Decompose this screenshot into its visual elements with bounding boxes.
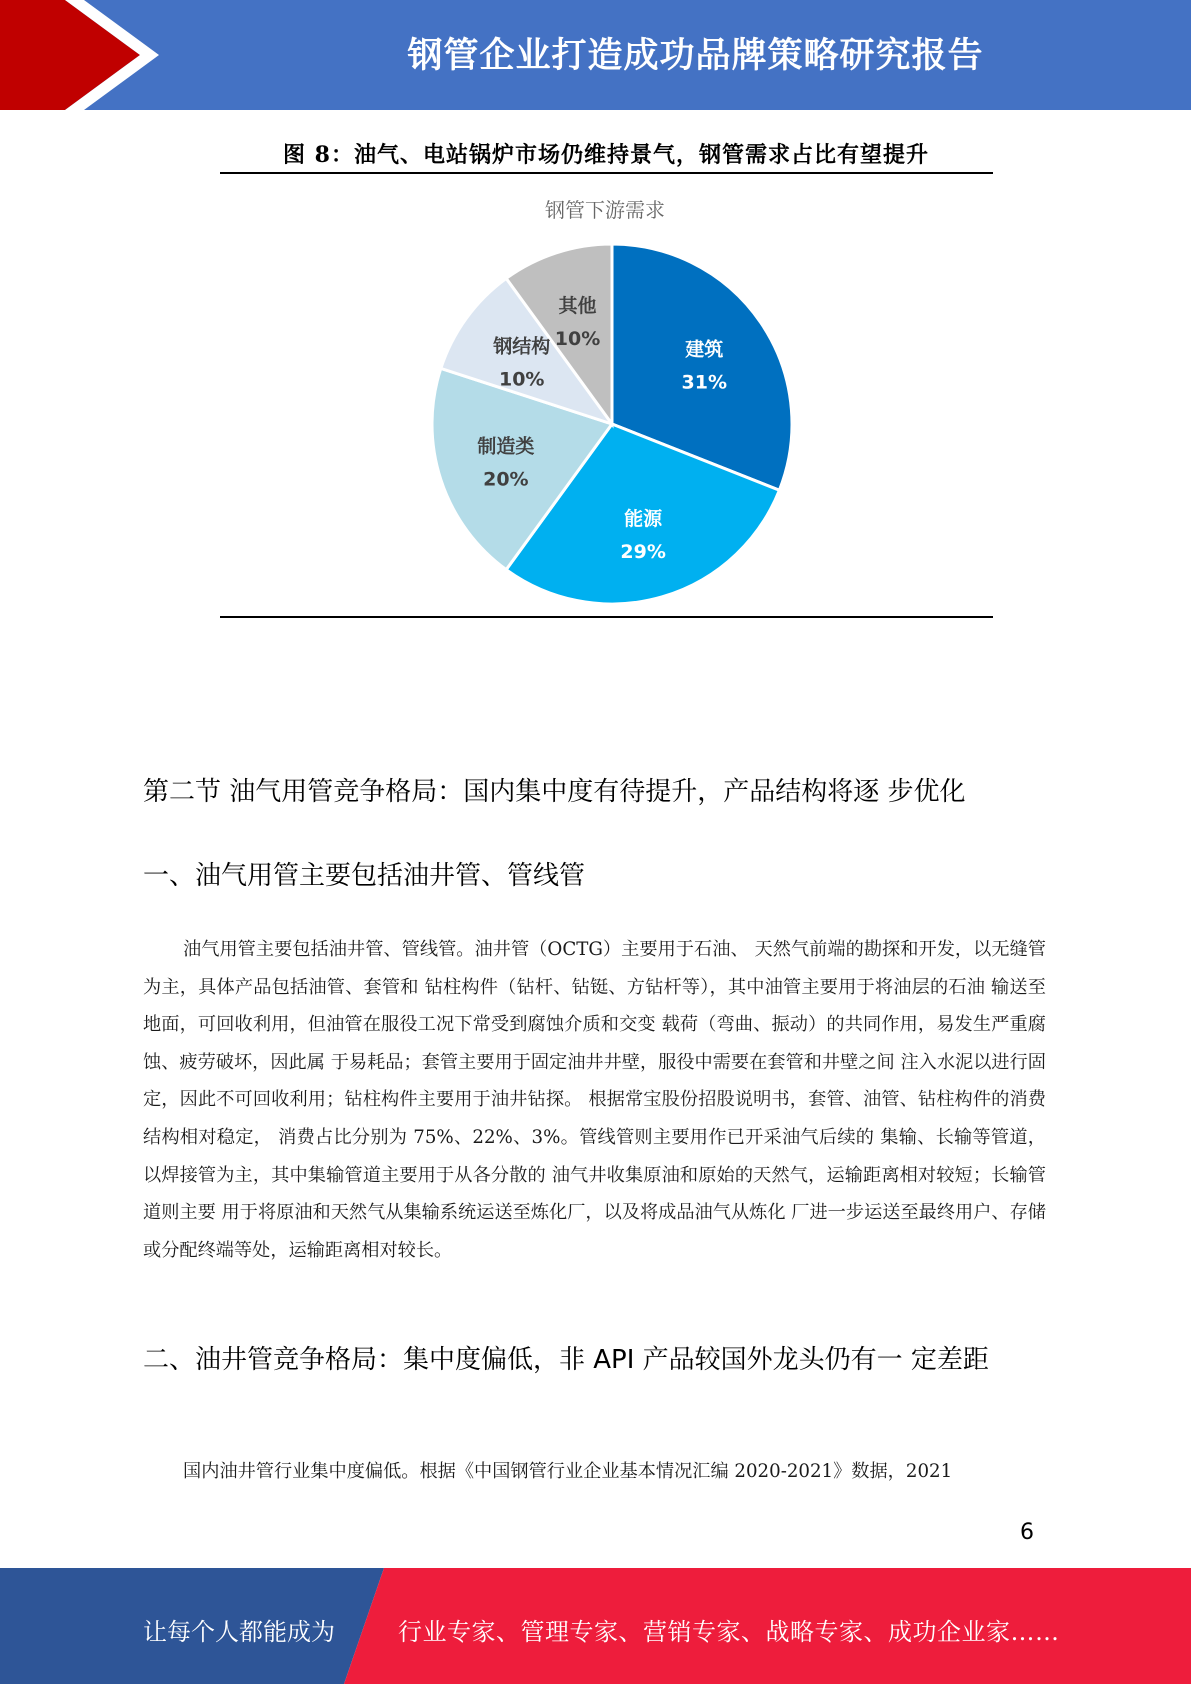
body-paragraph-2: 国内油井管行业集中度偏低。根据《中国钢管行业企业基本情况汇编 2020-2021》数据，2021 xyxy=(183,1461,953,1482)
pie-label-percent: 10% xyxy=(498,368,545,391)
pie-label-percent: 20% xyxy=(483,468,529,491)
pie-label-category: 能源 xyxy=(624,508,663,531)
page-number: 6 xyxy=(1020,1520,1034,1545)
figure-top-rule xyxy=(220,172,993,174)
subsection-heading-2: 二、油井管竞争格局：集中度偏低，非 API 产品较国外龙头仍有一 定差距 xyxy=(143,1345,989,1375)
report-title: 钢管企业打造成功品牌策略研究报告 xyxy=(407,36,984,76)
pie-label-percent: 31% xyxy=(681,371,728,394)
chart-title: 钢管下游需求 xyxy=(545,198,665,222)
pie-label-category: 钢结构 xyxy=(493,335,551,358)
pie-slices xyxy=(432,244,792,604)
pie-label-category: 制造类 xyxy=(477,435,535,458)
figure-bottom-rule xyxy=(220,616,993,618)
page-header xyxy=(0,0,1191,110)
footer-slogan-left: 让每个人都能成为 xyxy=(143,1618,335,1646)
figure-caption: 图 8：油气、电站锅炉市场仍维持景气，钢管需求占比有望提升 xyxy=(283,142,929,168)
section-heading-2: 第二节 油气用管竞争格局：国内集中度有待提升，产品结构将逐 步优化 xyxy=(143,777,966,807)
pie-label-percent: 10% xyxy=(554,327,601,350)
pie-chart xyxy=(400,220,810,610)
pie-label-category: 其他 xyxy=(558,294,597,317)
footer-slogan-right: 行业专家、管理专家、营销专家、战略专家、成功企业家…… xyxy=(398,1618,1060,1646)
page-footer xyxy=(0,1568,1191,1684)
subsection-heading-1: 一、油气用管主要包括油井管、管线管 xyxy=(143,861,586,891)
pie-label-category: 建筑 xyxy=(685,338,724,361)
pie-label-percent: 29% xyxy=(620,541,666,564)
body-paragraph-1: 油气用管主要包括油井管、管线管。油井管（OCTG）主要用于石油、 天然气前端的勘探和开发，以无缝管为主，具体产品包括油管、套管和 钻柱构件（钻杆、钻铤、方钻杆等），其中油管主要用于将油层的石油 输送至地面，可回收利用，但油管在服役工况下常受到腐蚀介质和交变 载荷（弯曲、振动）的共同作用，易发生严重腐蚀、疲劳破坏，因此属 于易耗品；套管主要用于固定油井井壁，服役中需要在套管和井壁之间 注入水泥以进行固定，因此不可回收利用；钻柱构件主要用于油井钻探。 根据常宝股份招股说明书，套管、油管、钻柱构件的消费结构相对稳定， 消费占比分别为 75%、22%、3%。管线管则主要用作已开采油气后续的 集输、长输等管道，以焊接管为主，其中集输管道主要用于从各分散的 油气井收集原油和原始的天然气，运输距离相对较短；长输管道则主要 用于将原油和天然气从集输系统运送至炼化厂，以及将成品油气从炼化 厂进一步运送至最终用户、存储或分配终端等处，运输距离相对较长。 xyxy=(143,939,1046,1261)
